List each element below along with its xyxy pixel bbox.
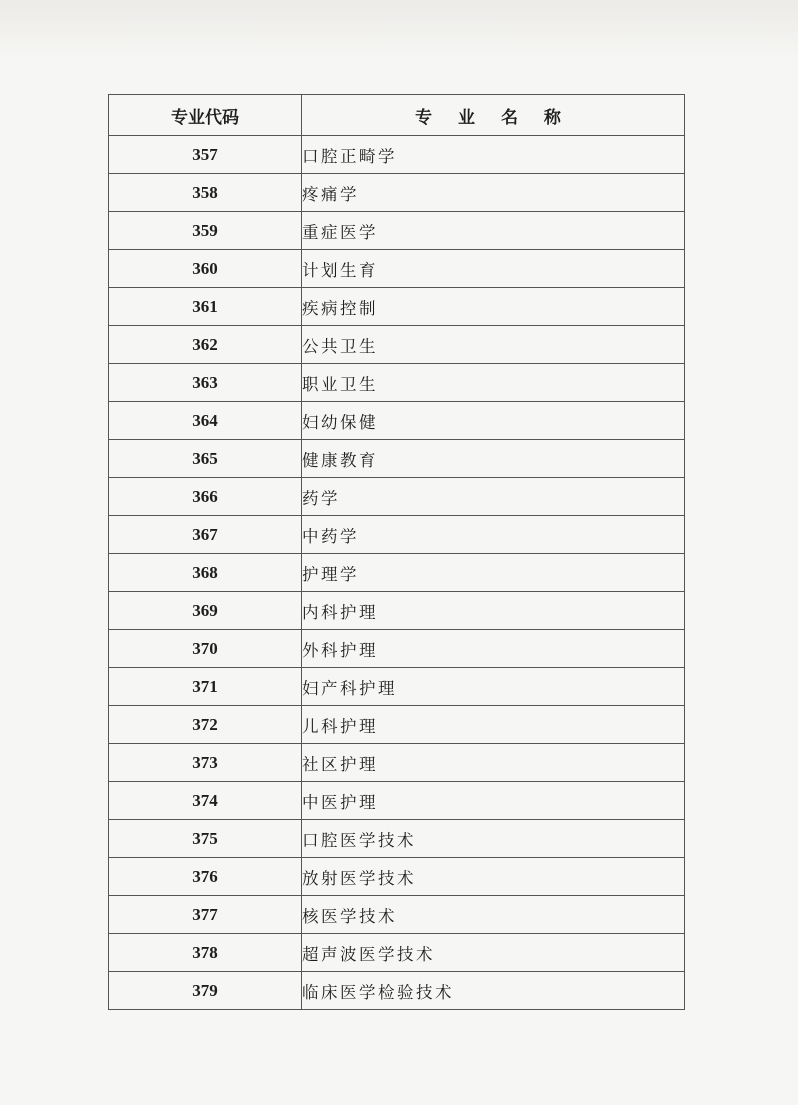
major-name: 健康教育 (302, 440, 685, 478)
major-code: 371 (109, 668, 302, 706)
major-name: 中药学 (302, 516, 685, 554)
table-row (109, 820, 685, 858)
header-code: 专业代码 (109, 95, 302, 136)
major-code: 378 (109, 934, 302, 972)
major-code: 368 (109, 554, 302, 592)
table-row (109, 174, 685, 212)
major-name: 口腔正畸学 (302, 136, 685, 174)
major-name: 核医学技术 (302, 896, 685, 934)
table-row (109, 630, 685, 668)
major-name: 护理学 (302, 554, 685, 592)
major-code: 373 (109, 744, 302, 782)
table-row (109, 782, 685, 820)
major-name: 妇幼保健 (302, 402, 685, 440)
table-row (109, 706, 685, 744)
major-name: 社区护理 (302, 744, 685, 782)
major-name: 公共卫生 (302, 326, 685, 364)
major-name: 超声波医学技术 (302, 934, 685, 972)
major-code: 372 (109, 706, 302, 744)
table-row (109, 364, 685, 402)
major-code: 375 (109, 820, 302, 858)
table-row (109, 250, 685, 288)
major-code: 360 (109, 250, 302, 288)
major-code: 363 (109, 364, 302, 402)
table-row (109, 858, 685, 896)
major-name: 外科护理 (302, 630, 685, 668)
major-code: 362 (109, 326, 302, 364)
major-code: 361 (109, 288, 302, 326)
table-row (109, 896, 685, 934)
table-row (109, 744, 685, 782)
table-row (109, 668, 685, 706)
table-row (109, 972, 685, 1010)
table-row (109, 440, 685, 478)
table-row (109, 288, 685, 326)
table-row (109, 136, 685, 174)
major-name: 口腔医学技术 (302, 820, 685, 858)
major-name: 内科护理 (302, 592, 685, 630)
major-code: 370 (109, 630, 302, 668)
major-code: 369 (109, 592, 302, 630)
table-row (109, 212, 685, 250)
table-row (109, 478, 685, 516)
major-name: 中医护理 (302, 782, 685, 820)
major-name: 临床医学检验技术 (302, 972, 685, 1010)
major-code: 365 (109, 440, 302, 478)
major-name: 重症医学 (302, 212, 685, 250)
majors-table (108, 94, 685, 1010)
table-row (109, 402, 685, 440)
major-code: 357 (109, 136, 302, 174)
major-name: 儿科护理 (302, 706, 685, 744)
major-code: 358 (109, 174, 302, 212)
major-name: 放射医学技术 (302, 858, 685, 896)
table-row (109, 554, 685, 592)
major-code: 366 (109, 478, 302, 516)
major-code: 367 (109, 516, 302, 554)
major-code: 379 (109, 972, 302, 1010)
major-code: 376 (109, 858, 302, 896)
major-code: 364 (109, 402, 302, 440)
table-row (109, 326, 685, 364)
major-name: 疼痛学 (302, 174, 685, 212)
header-name: 专 业 名 称 (302, 95, 685, 136)
major-code: 374 (109, 782, 302, 820)
major-code: 377 (109, 896, 302, 934)
table-row (109, 934, 685, 972)
table-row (109, 592, 685, 630)
table-row (109, 516, 685, 554)
major-name: 妇产科护理 (302, 668, 685, 706)
major-name: 计划生育 (302, 250, 685, 288)
table-header-row (109, 95, 685, 136)
major-code: 359 (109, 212, 302, 250)
major-name: 药学 (302, 478, 685, 516)
major-name: 职业卫生 (302, 364, 685, 402)
major-name: 疾病控制 (302, 288, 685, 326)
